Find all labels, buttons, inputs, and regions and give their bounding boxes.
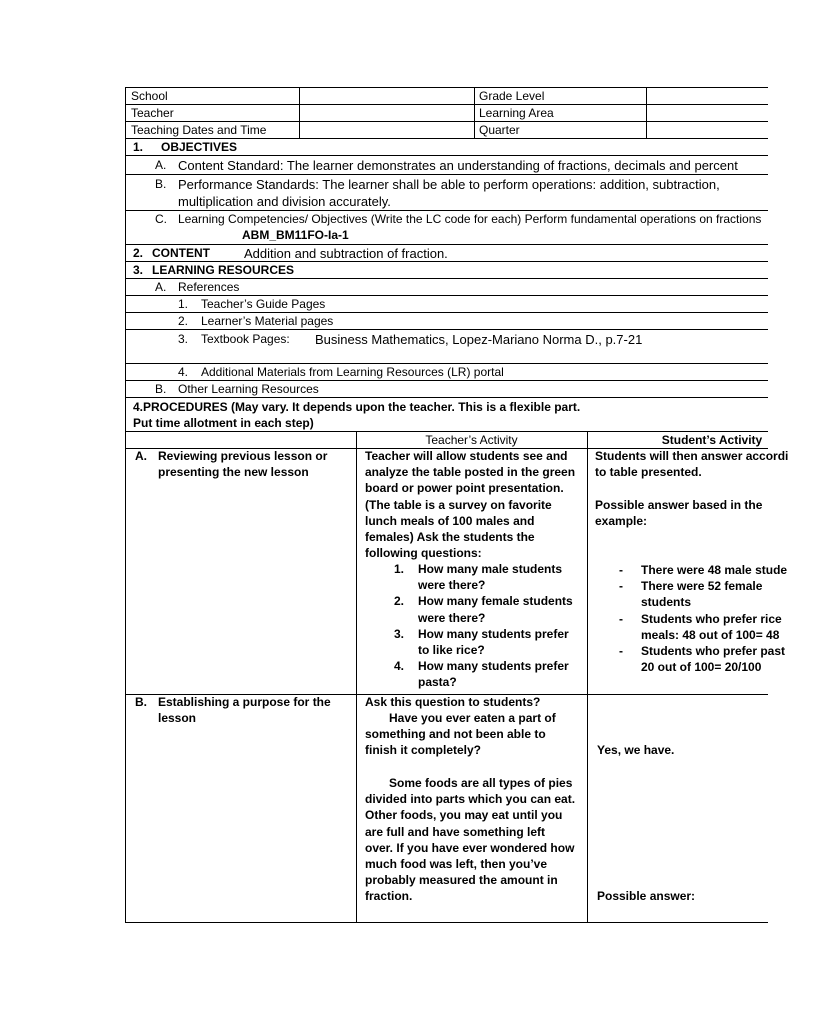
content-row <box>125 244 768 261</box>
question-text: were there? <box>418 578 486 593</box>
step-b-teacher-line: probably measured the amount in <box>365 873 558 888</box>
teachers-guide-label: Teacher’s Guide Pages <box>201 297 326 311</box>
content-standard-letter: A. <box>155 158 167 172</box>
other-resources-label: Other Learning Resources <box>178 382 319 396</box>
step-a-letter: A. <box>135 449 147 463</box>
answer-dash: - <box>619 643 623 658</box>
step-b-student-answer: Yes, we have. <box>597 743 675 757</box>
header-divider-2 <box>474 87 475 138</box>
step-a-student-possible-line: Possible answer based in the <box>595 498 763 512</box>
answer-item-cont <box>595 627 780 643</box>
teachers-guide-number: 1. <box>178 297 189 311</box>
answer-item <box>595 578 768 594</box>
header-row-teacher <box>125 104 768 121</box>
textbook-pages-value: Business Mathematics, Lopez-Mariano Norma D., p.7-21 <box>315 332 643 347</box>
procedures-heading-row <box>125 397 768 431</box>
learners-material-label: Learner’s Material pages <box>201 314 334 328</box>
step-a-teacher-line: (The table is a survey on favorite <box>365 497 552 512</box>
step-b-student-possible: Possible answer: <box>597 889 696 903</box>
step-b-teacher-line: over. If you have ever wondered how <box>365 840 575 855</box>
answer-item <box>595 611 782 627</box>
content-label: CONTENT <box>152 246 210 260</box>
question-text: How many students prefer <box>418 626 569 641</box>
step-a-student-line: Students will then answer accordi <box>595 449 789 463</box>
question-number: 4. <box>394 659 405 674</box>
textbook-pages-row <box>125 329 768 363</box>
question-number: 1. <box>394 562 405 576</box>
quarter-label: Quarter <box>479 123 520 137</box>
step-a-label-line-2: presenting the new lesson <box>158 465 309 479</box>
answer-dash: - <box>619 611 623 626</box>
step-a-student-line: to table presented. <box>595 465 702 480</box>
step-b-teacher-line: something and not been able to <box>365 727 546 742</box>
step-b-letter: B. <box>135 695 147 709</box>
additional-materials-row <box>125 363 768 380</box>
question-number: 2. <box>394 594 405 609</box>
grade-level-label: Grade Level <box>479 89 545 103</box>
school-label: School <box>131 89 168 103</box>
learning-area-label: Learning Area <box>479 106 554 120</box>
additional-materials-label: Additional Materials from Learning Resources (LR) portal <box>201 365 504 379</box>
activity-header-row <box>125 431 768 448</box>
objectives-heading-row <box>125 138 768 155</box>
teaching-dates-label: Teaching Dates and Time <box>131 123 267 137</box>
step-b-teacher-line: much food was left, then you’ve <box>365 857 548 872</box>
question-text: How many female students <box>418 594 573 609</box>
answer-text: There were 52 female <box>641 579 763 594</box>
learning-resources-title: LEARNING RESOURCES <box>152 263 295 277</box>
question-number: 3. <box>394 626 405 641</box>
content-standard-row <box>125 155 768 174</box>
answer-item-cont <box>595 594 768 610</box>
content-number: 2. <box>133 246 144 260</box>
step-b-teacher-line: Other foods, you may eat until you <box>365 808 563 823</box>
step-a-teacher-line: board or power point presentation. <box>365 481 564 496</box>
step-a-student-possible <box>595 497 762 529</box>
step-b-teacher-intro: Ask this question to students? <box>365 695 541 709</box>
additional-materials-number: 4. <box>178 365 189 379</box>
step-a-student-text <box>595 448 788 480</box>
textbook-pages-label: Textbook Pages: <box>201 332 290 346</box>
references-letter: A. <box>155 280 167 294</box>
learning-resources-heading-row <box>125 261 768 278</box>
answer-text: Students who prefer rice <box>641 611 782 626</box>
answer-text: Students who prefer past <box>641 643 786 658</box>
answer-item <box>595 643 786 659</box>
step-b-teacher-paragraph-2 <box>365 775 575 905</box>
question-text: pasta? <box>418 675 457 690</box>
learners-material-row <box>125 312 768 329</box>
performance-standard-letter: B. <box>155 177 167 191</box>
answer-text: 20 out of 100= 20/100 <box>641 660 762 675</box>
procedures-heading-line-1: 4.PROCEDURES (May vary. It depends upon the teacher. This is a flexible part. <box>133 400 581 414</box>
content-standard-text: Content Standard: The learner demonstrates an understanding of fractions, decimals and percent <box>178 158 738 173</box>
step-a-teacher-text <box>365 448 575 561</box>
references-label: References <box>178 280 240 294</box>
step-b-teacher-line: divided into parts which you can eat. <box>365 792 576 807</box>
header-row-school <box>125 87 768 104</box>
step-b-teacher-line: fraction. <box>365 889 413 904</box>
step-a-teacher-line: Teacher will allow students see and <box>365 449 568 463</box>
teachers-guide-row <box>125 295 768 312</box>
answer-dash: - <box>619 563 623 577</box>
student-activity-header: Student’s Activity <box>661 433 763 447</box>
textbook-pages-number: 3. <box>178 332 189 346</box>
performance-standard-row <box>125 174 768 210</box>
header-divider-1 <box>299 87 300 138</box>
other-resources-letter: B. <box>155 382 167 396</box>
other-resources-row <box>125 380 768 397</box>
question-text: How many male students <box>418 562 563 576</box>
question-text: were there? <box>418 610 486 625</box>
step-a-label-line-1: Reviewing previous lesson or <box>158 449 328 463</box>
answer-text: students <box>641 595 692 610</box>
competencies-text: Learning Competencies/ Objectives (Write the LC code for each) Perform fundamental operations on fractions <box>178 212 762 226</box>
answer-item-cont <box>595 659 768 675</box>
step-b-teacher-line: finish it completely? <box>365 743 482 758</box>
answer-text: There were 48 male stude <box>641 563 788 577</box>
objectives-number: 1. <box>133 140 144 154</box>
question-text: to like rice? <box>418 642 485 657</box>
answer-item <box>595 562 788 578</box>
step-b-label-line-1: Establishing a purpose for the <box>158 695 331 709</box>
header-row-dates <box>125 121 768 138</box>
step-b-teacher-line: Have you ever eaten a part of <box>389 711 556 725</box>
procedure-column-divider-1 <box>356 431 357 923</box>
learning-resources-number: 3. <box>133 263 144 277</box>
step-a-answer-list <box>595 562 788 675</box>
objectives-title: OBJECTIVES <box>161 140 238 154</box>
competencies-letter: C. <box>155 212 167 226</box>
step-a-teacher-line: lunch meals of 100 males and <box>365 513 535 528</box>
question-text: How many students prefer <box>418 659 569 674</box>
header-divider-3 <box>646 87 647 138</box>
table-left-border <box>125 87 126 923</box>
step-b-teacher-paragraph-1 <box>365 710 556 759</box>
procedures-heading-line-2: Put time allotment in each step) <box>133 416 314 430</box>
step-a-teacher-line: analyze the table posted in the green <box>365 465 576 480</box>
step-a-teacher-line: females) Ask the students the <box>365 530 535 545</box>
references-row <box>125 278 768 295</box>
step-b-teacher-line: Some foods are all types of pies <box>389 776 573 790</box>
competencies-row <box>125 210 768 244</box>
performance-standard-line-1: Performance Standards: The learner shall be able to perform operations: addition, subtraction, <box>178 177 720 192</box>
step-b-teacher-line: are full and have something left <box>365 824 546 839</box>
performance-standard-line-2: multiplication and division accurately. <box>178 194 391 209</box>
learners-material-number: 2. <box>178 314 189 328</box>
step-a-teacher-line: following questions: <box>365 546 482 561</box>
procedure-column-divider-2 <box>587 431 588 923</box>
answer-dash: - <box>619 579 623 594</box>
competencies-code: ABM_BM11FO-Ia-1 <box>242 228 349 242</box>
table-bottom-border <box>125 922 768 923</box>
content-text: Addition and subtraction of fraction. <box>244 246 448 261</box>
teacher-activity-header: Teacher’s Activity <box>425 433 518 447</box>
step-a-student-possible-line: example: <box>595 514 648 529</box>
teacher-label: Teacher <box>131 106 174 120</box>
answer-text: meals: 48 out of 100= 48 <box>641 627 780 642</box>
step-b-label-line-2: lesson <box>158 711 197 725</box>
